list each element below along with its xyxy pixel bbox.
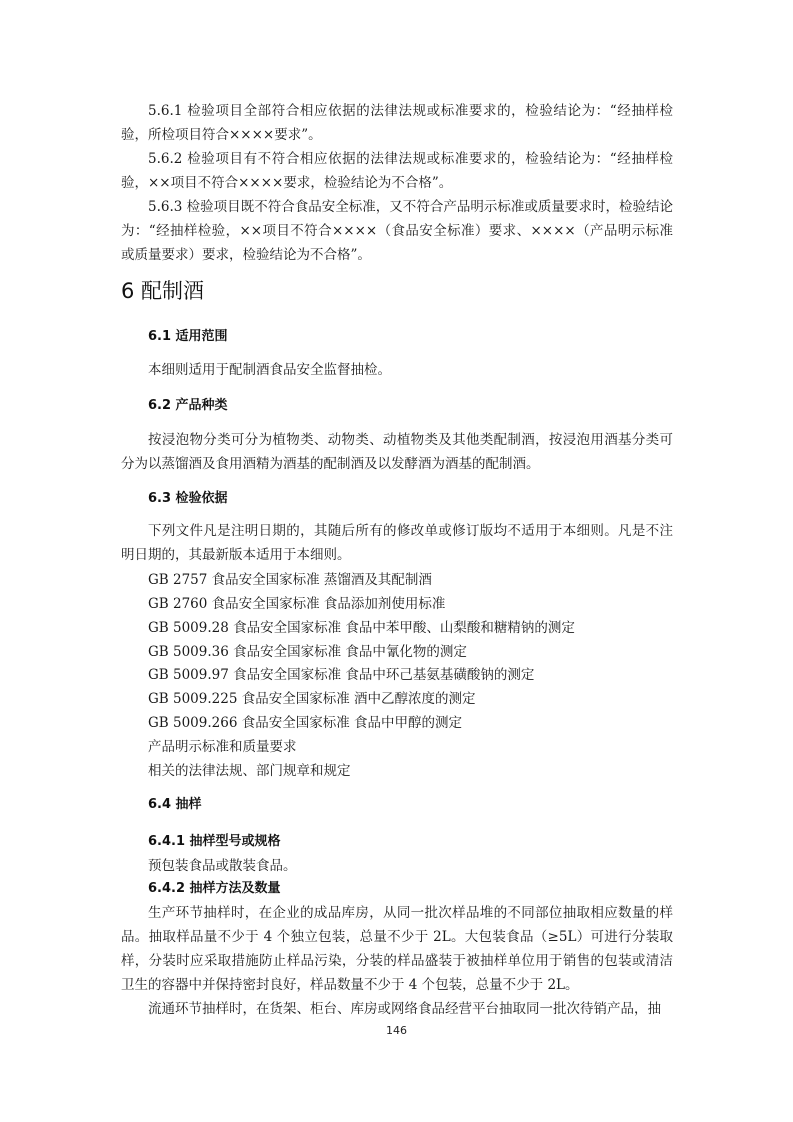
paragraph-6-3-intro: 下列文件凡是注明日期的，其随后所有的修改单或修订版均不适用于本细则。凡是不注明日期的，其最新版本适用于本细则。 (121, 523, 673, 563)
paragraph-6-1: 本细则适用于配制酒食品安全监督抽检。 (148, 362, 391, 378)
section-5-6-3 (121, 195, 673, 267)
reference-item: GB 2757 食品安全国家标准 蒸馏酒及其配制酒 (148, 572, 432, 588)
reference-item: GB 5009.266 食品安全国家标准 食品中甲醇的测定 (148, 715, 462, 731)
reference-item: GB 2760 食品安全国家标准 食品添加剂使用标准 (148, 596, 446, 612)
section-5-6-2 (121, 147, 673, 195)
heading-6-4-1: 6.4.1 抽样型号或规格 (148, 834, 281, 849)
reference-item: GB 5009.36 食品安全国家标准 食品中氰化物的测定 (148, 644, 467, 660)
paragraph-5-6-3: 5.6.3 检验项目既不符合食品安全标准，又不符合产品明示标准或质量要求时，检验结论为：“经抽样检验，××项目不符合××××（食品安全标准）要求、××××（产品明示标准或质量要求）要求，检验结论为不合格”。 (121, 199, 673, 263)
heading-6-2: 6.2 产品种类 (148, 398, 228, 413)
chapter-title: 6 配制酒 (121, 279, 205, 303)
paragraph-5-6-1: 5.6.1 检验项目全部符合相应依据的法律法规或标准要求的，检验结论为：“经抽样检验，所检项目符合××××要求”。 (121, 103, 673, 143)
reference-item: GB 5009.28 食品安全国家标准 食品中苯甲酸、山梨酸和糖精钠的测定 (148, 620, 575, 636)
heading-6-4: 6.4 抽样 (148, 797, 202, 812)
heading-6-1: 6.1 适用范围 (148, 329, 228, 344)
reference-item: GB 5009.97 食品安全国家标准 食品中环己基氨基磺酸钠的测定 (148, 667, 535, 683)
heading-6-3: 6.3 检验依据 (148, 491, 228, 506)
paragraph-5-6-2: 5.6.2 检验项目有不符合相应依据的法律法规或标准要求的，检验结论为：“经抽样检验，××项目不符合××××要求，检验结论为不合格”。 (121, 151, 673, 191)
section-6-2-body (121, 428, 673, 476)
section-5-6-1 (121, 99, 673, 147)
section-6-4-2-body (121, 901, 673, 1021)
paragraph-6-4-1: 预包装食品或散装食品。 (148, 858, 297, 874)
heading-6-4-2: 6.4.2 抽样方法及数量 (148, 881, 281, 896)
section-6-1-body (121, 358, 673, 382)
page-number: 146 (386, 1024, 407, 1037)
paragraph-6-4-2-circulation: 流通环节抽样时，在货架、柜台、库房或网络食品经营平台抽取同一批次待销产品，抽 (148, 1001, 661, 1017)
paragraph-6-4-2-production: 生产环节抽样时，在企业的成品库房，从同一批次样品堆的不同部位抽取相应数量的样品。抽取样品量不少于 4 个独立包装，总量不少于 2L。大包装食品（≥5L）可进行分装取样，分装时应采取措施防止样品污染，分装的样品盛装于被抽样单位用于销售的包装或清洁卫生的容器中并保持密封良好，样品数量不少于 4 个包装，总量不少于 2L。 (121, 905, 673, 993)
reference-item: 相关的法律法规、部门规章和规定 (148, 763, 351, 779)
reference-item: 产品明示标准和质量要求 (148, 739, 297, 755)
section-6-3-intro (121, 519, 673, 567)
reference-item: GB 5009.225 食品安全国家标准 酒中乙醇浓度的测定 (148, 691, 476, 707)
paragraph-6-2: 按浸泡物分类可分为植物类、动物类、动植物类及其他类配制酒，按浸泡用酒基分类可分为以蒸馏酒及食用酒精为酒基的配制酒及以发酵酒为酒基的配制酒。 (121, 432, 673, 472)
